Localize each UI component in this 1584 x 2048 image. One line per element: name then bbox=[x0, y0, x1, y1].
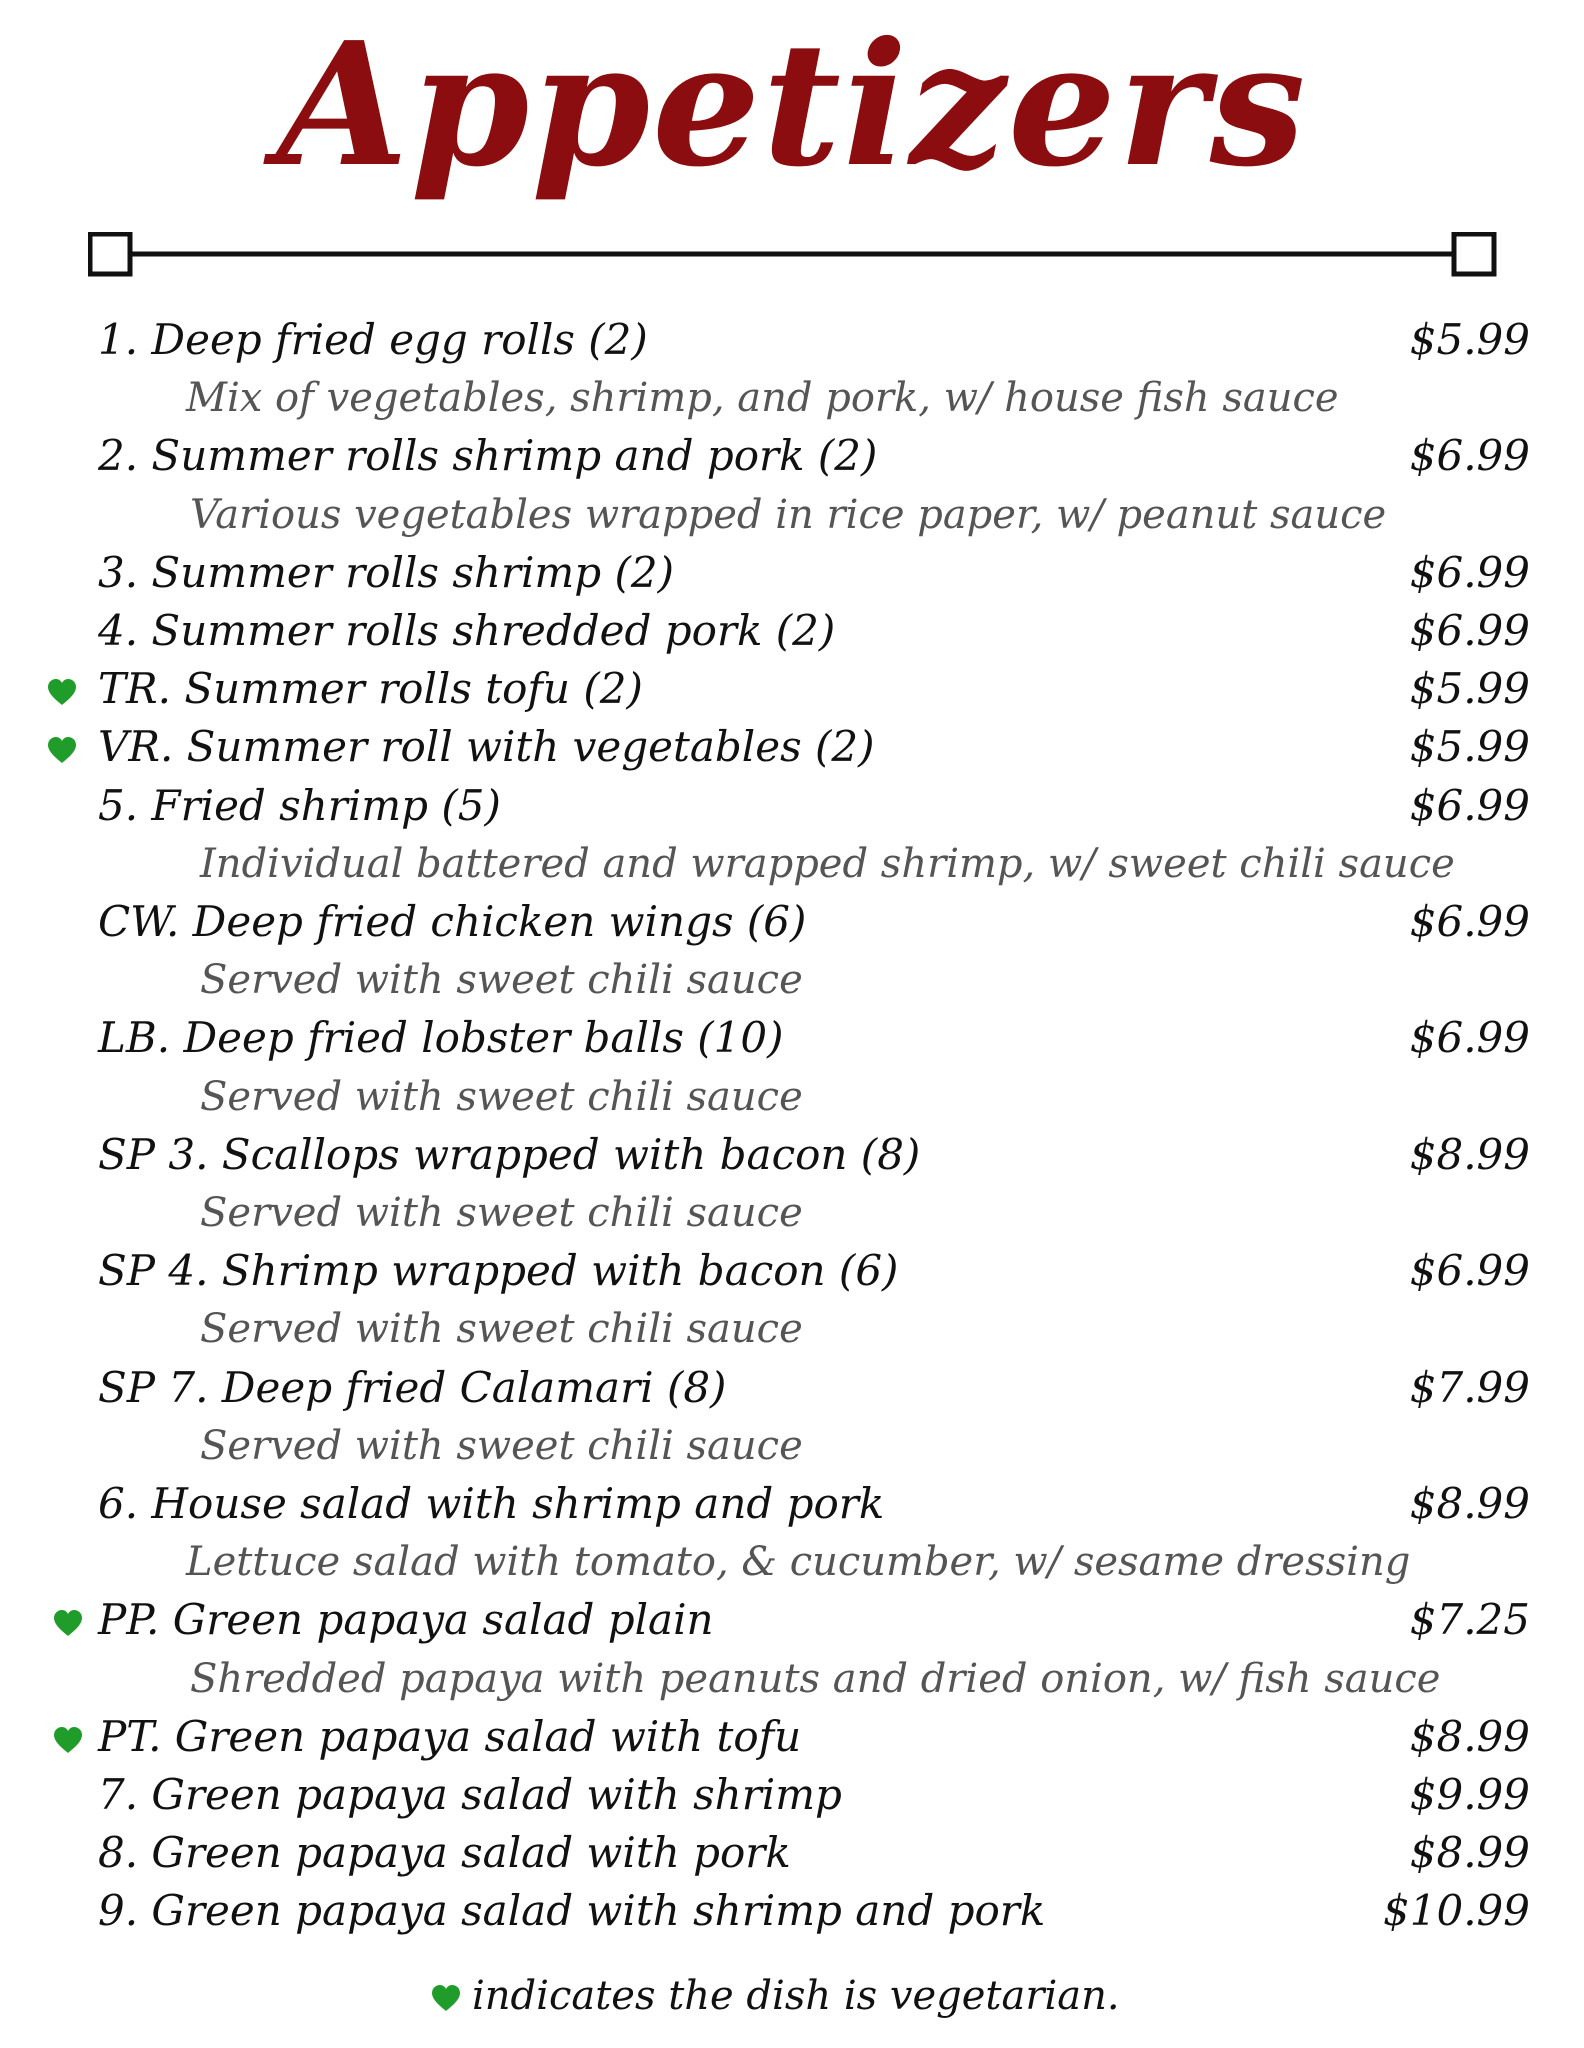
menu-item-description: Served with sweet chili sauce bbox=[200, 1073, 803, 1120]
menu-item-name: SP 4. Shrimp wrapped with bacon (6) bbox=[98, 1246, 899, 1296]
heart-icon bbox=[46, 678, 78, 706]
menu-item-price: $8.99 bbox=[1409, 1479, 1530, 1528]
menu-item bbox=[0, 1242, 1584, 1300]
menu-item-name: 4. Summer rolls shredded pork (2) bbox=[98, 606, 836, 655]
menu-item-price: $8.99 bbox=[1409, 1711, 1530, 1761]
menu-item-price: $8.99 bbox=[1409, 1828, 1530, 1878]
menu-item-price: $9.99 bbox=[1409, 1770, 1530, 1819]
menu-item-description-row bbox=[0, 1533, 1584, 1591]
divider-right-square bbox=[1454, 234, 1494, 274]
menu-item bbox=[0, 1766, 1584, 1824]
menu-item-price: $6.99 bbox=[1409, 1246, 1530, 1296]
menu-item-description-row bbox=[0, 951, 1584, 1009]
heart-icon bbox=[52, 1726, 84, 1754]
menu-item-name: SP 3. Scallops wrapped with bacon (8) bbox=[98, 1129, 921, 1179]
menu-item-price: $7.99 bbox=[1409, 1362, 1530, 1412]
legend-text: indicates the dish is vegetarian. bbox=[472, 1973, 1120, 2019]
menu-item bbox=[0, 311, 1584, 369]
menu-item bbox=[0, 893, 1584, 951]
menu-item bbox=[0, 1708, 1584, 1766]
menu-item bbox=[0, 718, 1584, 776]
heart-icon bbox=[430, 1984, 462, 2012]
menu-item-description-row bbox=[0, 1184, 1584, 1242]
menu-item-name: LB. Deep fried lobster balls (10) bbox=[98, 1013, 784, 1063]
menu-item-description: Served with sweet chili sauce bbox=[200, 1306, 803, 1353]
menu-item bbox=[0, 660, 1584, 718]
menu-item-price: $6.99 bbox=[1409, 1013, 1530, 1063]
menu-item-description: Served with sweet chili sauce bbox=[200, 1422, 803, 1469]
menu-item bbox=[0, 1824, 1584, 1882]
menu-item-price: $6.99 bbox=[1409, 431, 1530, 481]
menu-item-name: CW. Deep fried chicken wings (6) bbox=[98, 897, 807, 946]
menu-item-name: SP 7. Deep fried Calamari (8) bbox=[98, 1362, 727, 1412]
menu-item-name: 3. Summer rolls shrimp (2) bbox=[98, 547, 674, 597]
menu-item-description-row bbox=[0, 369, 1584, 427]
menu-item-name: TR. Summer rolls tofu (2) bbox=[98, 664, 643, 714]
menu-item-price: $8.99 bbox=[1409, 1129, 1530, 1179]
menu-item-description: Various vegetables wrapped in rice paper, w/ peanut sauce bbox=[190, 491, 1387, 538]
menu-item-name: 9. Green papaya salad with shrimp and pork bbox=[98, 1886, 1046, 1936]
menu-item bbox=[0, 544, 1584, 602]
menu-item-description-row bbox=[0, 1300, 1584, 1358]
menu-item bbox=[0, 1359, 1584, 1417]
menu-item-name: 2. Summer rolls shrimp and pork (2) bbox=[98, 431, 878, 481]
menu-item-name: VR. Summer roll with vegetables (2) bbox=[98, 722, 875, 772]
menu-item-description-row bbox=[0, 835, 1584, 893]
menu-item bbox=[0, 1009, 1584, 1067]
menu-item-price: $6.99 bbox=[1409, 897, 1530, 946]
menu-item-price: $5.99 bbox=[1409, 315, 1530, 364]
menu-item bbox=[0, 1882, 1584, 1940]
menu-item-name: 1. Deep fried egg rolls (2) bbox=[98, 315, 648, 364]
menu-item-description: Shredded papaya with peanuts and dried onion, w/ fish sauce bbox=[190, 1655, 1441, 1702]
menu-item-description: Served with sweet chili sauce bbox=[200, 1190, 803, 1236]
page-title: Appetizers bbox=[276, 5, 1308, 205]
heart-icon bbox=[52, 1609, 84, 1637]
menu-item-price: $10.99 bbox=[1383, 1886, 1530, 1936]
menu-item-description: Mix of vegetables, shrimp, and pork, w/ house fish sauce bbox=[186, 375, 1339, 422]
menu-item bbox=[0, 777, 1584, 835]
menu-item-name: 6. House salad with shrimp and pork bbox=[98, 1479, 885, 1528]
menu-item-price: $5.99 bbox=[1409, 722, 1530, 772]
menu-item-description-row bbox=[0, 1650, 1584, 1708]
menu-item-description-row bbox=[0, 486, 1584, 544]
menu-item-name: PP. Green papaya salad plain bbox=[98, 1595, 714, 1645]
menu-item bbox=[0, 602, 1584, 660]
menu-item-description: Individual battered and wrapped shrimp, w/ sweet chili sauce bbox=[200, 840, 1455, 887]
menu-item-price: $6.99 bbox=[1409, 780, 1530, 830]
menu-item-description: Lettuce salad with tomato, & cucumber, w/ sesame dressing bbox=[186, 1539, 1411, 1586]
menu-item-name: 8. Green papaya salad with pork bbox=[98, 1828, 791, 1878]
menu-item-price: $7.25 bbox=[1409, 1595, 1530, 1645]
divider-left-square bbox=[90, 234, 130, 274]
menu-item bbox=[0, 427, 1584, 485]
menu-item-price: $5.99 bbox=[1409, 664, 1530, 714]
menu-item-name: 7. Green papaya salad with shrimp bbox=[98, 1770, 842, 1819]
menu-item-description: Served with sweet chili sauce bbox=[200, 957, 803, 1004]
menu-item-name: PT. Green papaya salad with tofu bbox=[98, 1711, 802, 1761]
menu-item bbox=[0, 1475, 1584, 1533]
menu-item-price: $6.99 bbox=[1409, 606, 1530, 655]
menu-item-name: 5. Fried shrimp (5) bbox=[98, 780, 501, 830]
menu-item-description-row bbox=[0, 1068, 1584, 1126]
menu-item-price: $6.99 bbox=[1409, 547, 1530, 597]
menu-item-description-row bbox=[0, 1417, 1584, 1475]
menu-item bbox=[0, 1591, 1584, 1649]
menu-item bbox=[0, 1126, 1584, 1184]
title-divider bbox=[88, 232, 1498, 280]
heart-icon bbox=[46, 736, 78, 764]
